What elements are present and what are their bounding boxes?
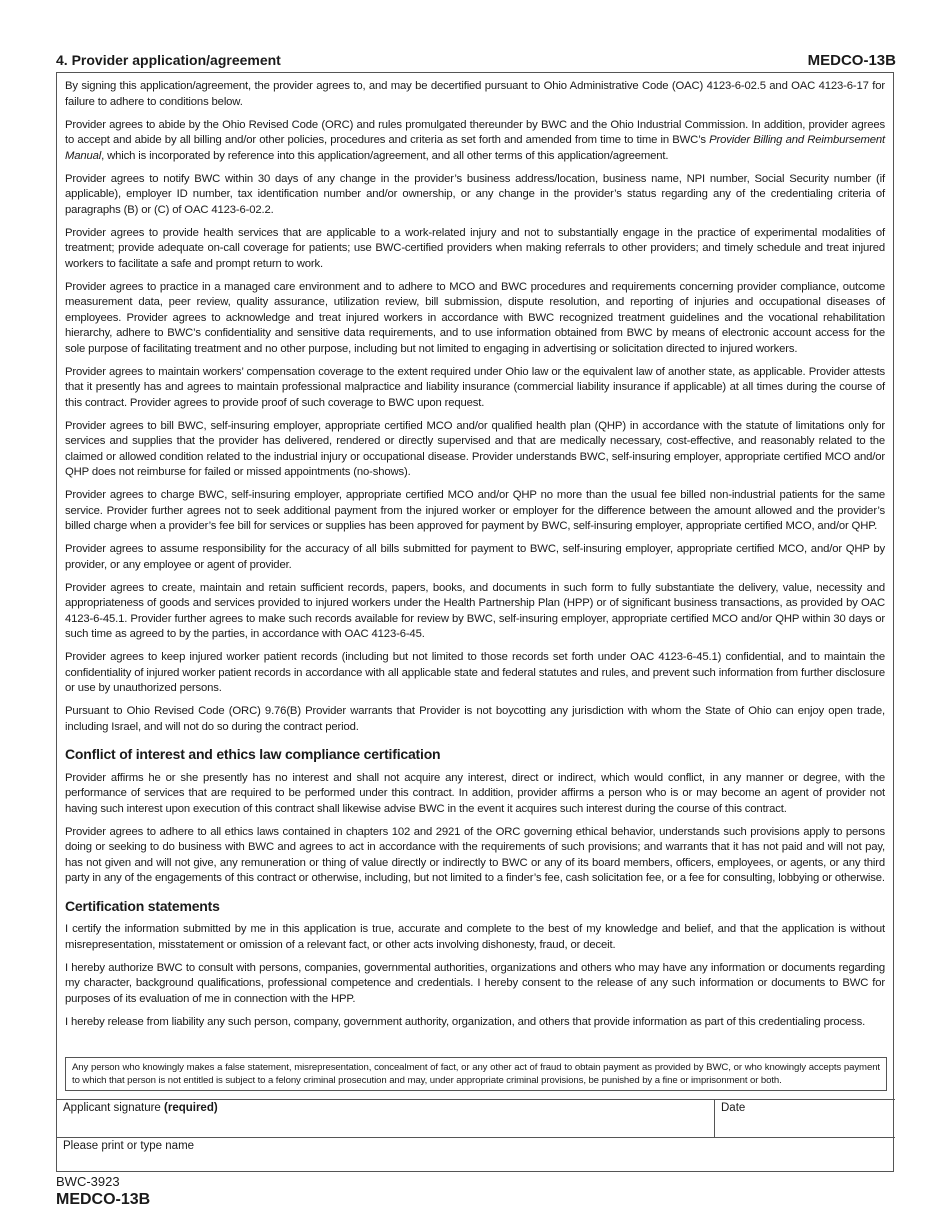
- required-marker: (required): [164, 1102, 218, 1114]
- form-number: MEDCO-13B: [807, 52, 896, 69]
- agreement-paragraph: Provider agrees to bill BWC, self-insuring employer, appropriate certified MCO and/or qualified health plan (QHP) in accordance with the statute of limitations only for services and supplies that the provider has delivered, rendered or directly supervised and that are medically necessary, cost-effective, and reasonably related to the claimed or allowed condition related to the industrial injury or occupational disease. Provider understands BWC, self-insuring employer, appropriate certified MCO and/or QHP does not reimburse for failed or missed appointments (no-shows).: [65, 419, 885, 478]
- manual-title: Provider Billing and Reimbursement Manual: [65, 134, 886, 162]
- agreement-paragraph: Pursuant to Ohio Revised Code (ORC) 9.76(B) Provider warrants that Provider is not boycotting any jurisdiction with whom the State of Ohio can enjoy open trade, including Israel, and will not do so during the contract period.: [65, 705, 885, 733]
- certification-paragraph: I hereby release from liability any such person, company, government authority, organization, and others that provide information as part of this credentialing process.: [65, 1015, 866, 1028]
- agreement-paragraph: Provider agrees to keep injured worker patient records (including but not limited to those records set forth under OAC 4123-6-45.1) confidential, and to maintain the confidentiality of injured worker patient records in accordance with all applicable state and federal statutes and rules, and prevent such information from further disclosure or use by unauthorized persons.: [65, 651, 885, 694]
- agreement-paragraph: By signing this application/agreement, the provider agrees to, and may be decertified pursuant to Ohio Administrative Code (OAC) 4123-6-02.5 and OAC 4123-6-17 for failure to adhere to conditions below.: [65, 80, 885, 108]
- agreement-paragraph: Provider agrees to charge BWC, self-insuring employer, appropriate certified MCO and/or QHP no more than the usual fee billed non-industrial patients for the same service. Provider further agrees not to seek additional payment from the injured worker or employer for the difference between the amount allowed and the provider’s billed charge when a provider’s fee bill for services or supplies has been approved for payment by BWC, self-insuring employer, appropriate certified MCO, and/or QHP.: [65, 489, 885, 532]
- print-name-label: Please print or type name: [63, 1140, 195, 1152]
- section-title: 4. Provider application/agreement: [56, 52, 281, 68]
- agreement-box: [56, 72, 894, 1172]
- signature-label: Applicant signature: [63, 1102, 165, 1114]
- date-label: Date: [721, 1102, 746, 1114]
- certification-paragraph: I certify the information submitted by me in this application is true, accurate and complete to the best of my knowledge and belief, and that the application is without misrepresentation, misstatement or omission of a relevant fact, or other acts involving dishonesty, fraud, or deceit.: [65, 923, 885, 951]
- footer-form-id: BWC-3923: [56, 1174, 120, 1189]
- form-header: [56, 52, 896, 72]
- applicant-signature-field[interactable]: [57, 1100, 715, 1137]
- paragraph-text: Provider agrees to abide by the Ohio Revised Code (ORC) and rules promulgated thereunder by BWC and the Ohio Industrial Commission. In addition, provider agrees to accept and abide by all billing and/or other policies, procedures and criteria as set forth and amended from time to time in BWC’s: [65, 118, 885, 146]
- agreement-paragraph: [65, 118, 885, 165]
- conflict-heading: Conflict of interest and ethics law compliance certification: [65, 746, 441, 762]
- agreement-paragraph: Provider agrees to assume responsibility for the accuracy of all bills submitted for payment to BWC, self-insuring employer, appropriate certified MCO, and/or QHP by provider, or any employee or agent of provider.: [65, 543, 885, 571]
- agreement-paragraph: Provider agrees to maintain workers’ compensation coverage to the extent required under Ohio law or the equivalent law of another state, as applicable. Provider attests that it presently has and agrees to maintain professional malpractice and liability insurance (commercial liability insurance if applicable) at all times during the course of this contract. Provider agrees to provide proof of such coverage to BWC upon request.: [65, 365, 885, 409]
- agreement-paragraph: Provider agrees to practice in a managed care environment and to adhere to MCO and BWC procedures and requirements concerning provider compliance, outcome measurement data, peer review, quality assurance, utilization review, bill submission, dispute resolution, and reporting of injuries and occupational diseases of employees. Provider agrees to acknowledge and treat injured workers in accordance with BWC recognized treatment guidelines and the vocational rehabilitation hierarchy, adhere to BWC’s confidentiality and sensitive data requirements, and to use information obtained from BWC by means of electronic account access for the sole purpose of facilitating treatment and no other purpose, including but not limited to engaging in advertising or solicitation directed to injured workers.: [65, 280, 885, 355]
- certification-heading: Certification statements: [65, 897, 220, 914]
- print-name-field[interactable]: [57, 1137, 895, 1172]
- paragraph-text: , which is incorporated by reference into this application/agreement, and all other terms of this application/agreement.: [101, 149, 669, 162]
- agreement-paragraph: Provider agrees to notify BWC within 30 days of any change in the provider’s business address/location, business name, NPI number, Social Security number (if applicable), employer ID number, tax identification number and/or ownership, or any change in the provider’s status regarding any of the credentialing criteria of paragraphs (B) or (C) of OAC 4123-6-02.2.: [65, 172, 885, 216]
- agreement-body: [65, 79, 885, 1038]
- agreement-paragraph: Provider agrees to create, maintain and retain sufficient records, papers, books, and documents in such form to fully substantiate the delivery, value, necessity and appropriateness of goods and services provided to injured workers under the Health Partnership Plan (HPP) or of significant business transactions, as provided by OAC 4123-6-45.1. Provider further agrees to make such records available for review by BWC, self-insuring employer, appropriate certified MCO and/or QHP within 30 days or such time as agreed to by the parties, in accordance with OAC 4123-6-45.: [65, 581, 885, 640]
- footer-form-number: MEDCO-13B: [56, 1191, 151, 1208]
- conflict-paragraph: Provider affirms he or she presently has no interest and shall not acquire any interest, direct or indirect, which would conflict, in any manner or degree, with the performance of services that are required to be performed under this contract. In addition, provider affirms a person who is or may become an agent of provider not having such interest upon execution of this contract shall likewise advise BWC in the event it acquires such interest during the course of this contract.: [65, 771, 885, 815]
- certification-paragraph: I hereby authorize BWC to consult with persons, companies, governmental authorities, organizations and others who may have any information or documents regarding my character, background qualifications, professional competence and credentials. I hereby consent to the release of any such information or documents to BWC for purposes of its evaluation of me in connection with the HPP.: [65, 961, 885, 1005]
- signature-row: [57, 1099, 895, 1137]
- agreement-paragraph: Provider agrees to provide health services that are applicable to a work-related injury and not to substantially engage in the practice of experimental modalities of treatment; provide adequate on-call coverage for patients; use BWC-certified providers when making referrals to other providers; and timely schedule and treat injured workers to facilitate a safe and prompt return to work.: [65, 226, 885, 270]
- date-field[interactable]: [715, 1100, 895, 1137]
- fraud-notice: Any person who knowingly makes a false statement, misrepresentation, concealment of fact, or any other act of fraud to obtain payment as provided by BWC, or who knowingly accepts payment to which that person is not entitled is subject to a felony criminal prosecution and may, under appropriate criminal provisions, be punished by a fine or imprisonment or both.: [65, 1057, 887, 1091]
- form-page: [56, 0, 896, 1230]
- conflict-paragraph: Provider agrees to adhere to all ethics laws contained in chapters 102 and 2921 of the ORC governing ethical behavior, understands such provisions apply to persons doing or seeking to do business with BWC and agrees to act in accordance with the requirements of such provisions; and warrants that it has not paid and will not pay, has not given and will not give, any remuneration or thing of value directly or indirectly to BWC or any of its board members, officers, employees, or agents, or any third party in any of the engagements of this contract or otherwise, including, but not limited to a finder’s fee, cash solicitation fee, or a fee for consulting, lobbying or otherwise.: [65, 825, 885, 884]
